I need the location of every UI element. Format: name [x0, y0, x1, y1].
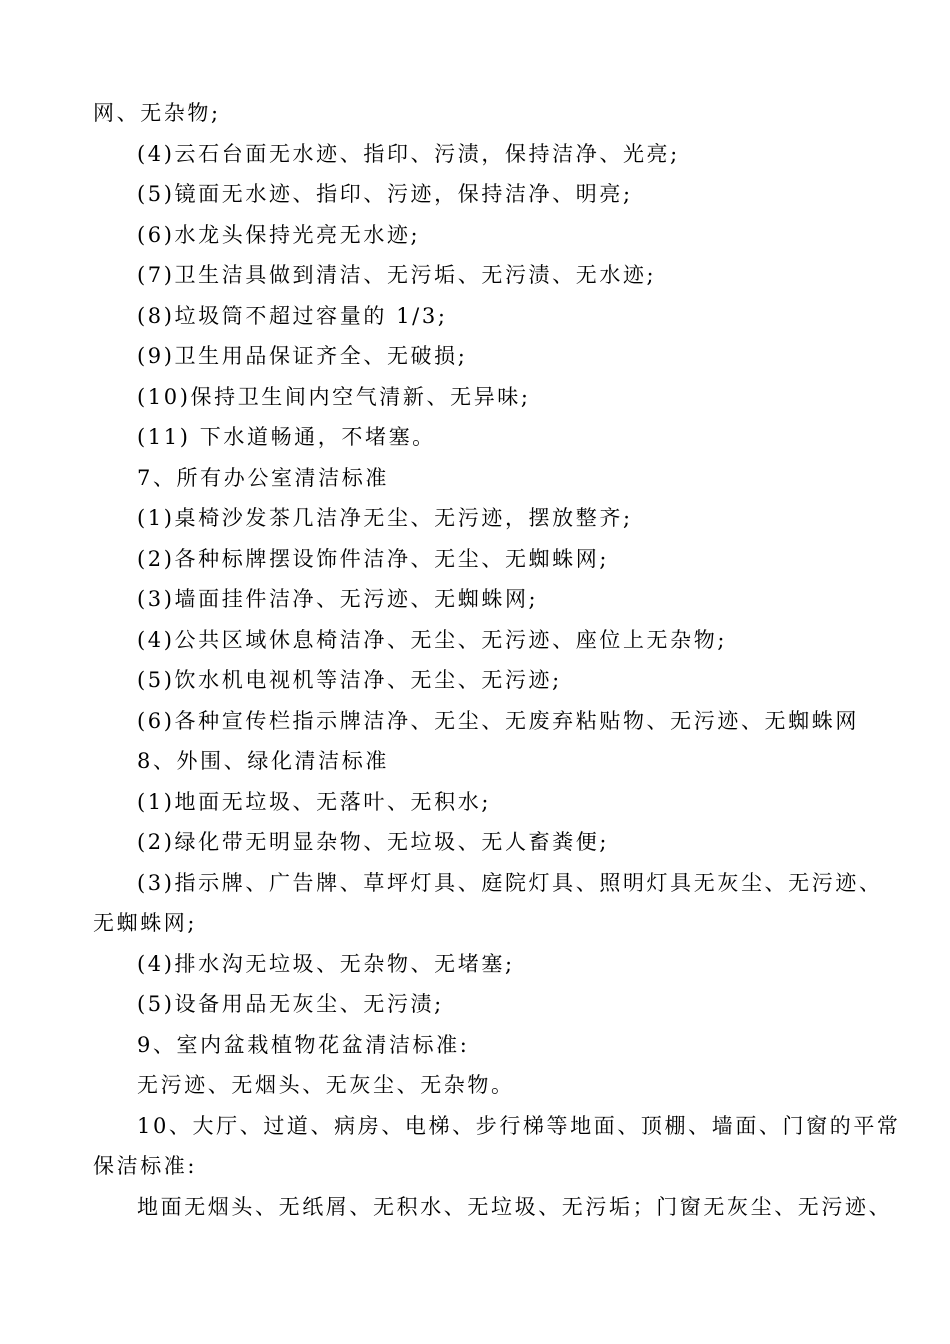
- text-line: (1)桌椅沙发茶几洁净无尘、无污迹，摆放整齐;: [137, 506, 633, 530]
- text-line: (4)排水沟无垃圾、无杂物、无堵塞;: [137, 952, 515, 976]
- text-line: 保洁标准:: [93, 1154, 198, 1178]
- text-line: (6)水龙头保持光亮无水迹;: [137, 223, 421, 247]
- text-line: (3)指示牌、广告牌、草坪灯具、庭院灯具、照明灯具无灰尘、无污迹、: [137, 871, 883, 895]
- section-heading: 8、外围、绿化清洁标准: [137, 749, 389, 773]
- text-line: (7)卫生洁具做到清洁、无污垢、无污渍、无水迹;: [137, 263, 657, 287]
- text-line: (2)绿化带无明显杂物、无垃圾、无人畜粪便;: [137, 830, 610, 854]
- text-line: 无污迹、无烟头、无灰尘、无杂物。: [137, 1073, 515, 1097]
- text-line: (4)云石台面无水迹、指印、污渍，保持洁净、光亮;: [137, 142, 680, 166]
- section-heading: 10、大厅、过道、病房、电梯、步行梯等地面、顶棚、墙面、门窗的平常: [137, 1114, 901, 1138]
- text-line: (5)饮水机电视机等洁净、无尘、无污迹;: [137, 668, 562, 692]
- text-line: (10)保持卫生间内空气清新、无异味;: [137, 385, 531, 409]
- text-line: (9)卫生用品保证齐全、无破损;: [137, 344, 468, 368]
- text-line: (5)镜面无水迹、指印、污迹，保持洁净、明亮;: [137, 182, 633, 206]
- text-line: (2)各种标牌摆设饰件洁净、无尘、无蜘蛛网;: [137, 547, 610, 571]
- text-line: 网、无杂物;: [93, 101, 221, 125]
- section-heading: 7、所有办公室清洁标准: [137, 466, 389, 490]
- text-line: (5)设备用品无灰尘、无污渍;: [137, 992, 444, 1016]
- text-line: (3)墙面挂件洁净、无污迹、无蜘蛛网;: [137, 587, 539, 611]
- text-line: 地面无烟头、无纸屑、无积水、无垃圾、无污垢；门窗无灰尘、无污迹、: [137, 1195, 893, 1219]
- text-line: 无蜘蛛网;: [93, 911, 198, 935]
- text-line: (11) 下水道畅通，不堵塞。: [137, 425, 436, 449]
- text-line: (6)各种宣传栏指示牌洁净、无尘、无废弃粘贴物、无污迹、无蜘蛛网: [137, 709, 859, 733]
- text-line: (8)垃圾筒不超过容量的 1/3;: [137, 304, 448, 328]
- text-line: (1)地面无垃圾、无落叶、无积水;: [137, 790, 492, 814]
- text-line: (4)公共区域休息椅洁净、无尘、无污迹、座位上无杂物;: [137, 628, 728, 652]
- section-heading: 9、室内盆栽植物花盆清洁标准:: [137, 1033, 470, 1057]
